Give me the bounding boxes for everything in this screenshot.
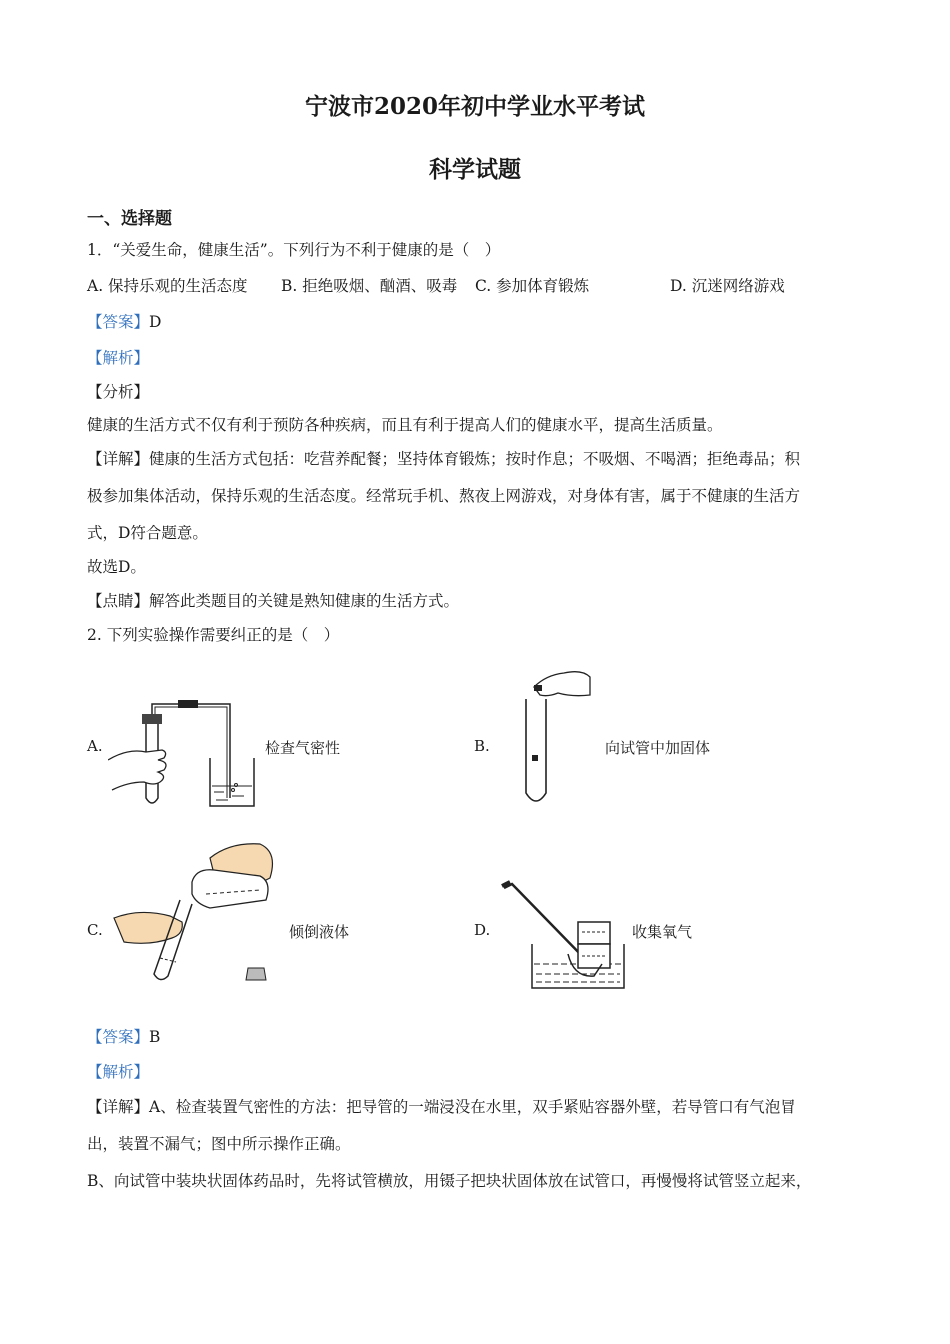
q1-conclusion: 故选D。 [87,558,146,576]
q1-answer: D [149,313,162,331]
detail-tag: 【详解】 [87,1098,150,1116]
test-tube-solid-figure [512,665,602,810]
q1-option-b: B. 拒绝吸烟、酗酒、吸毒 [281,277,458,295]
detail-tag: 【详解】 [87,450,150,468]
q1-option-a: A. 保持乐观的生活态度 [87,277,248,295]
document-title: 宁波市2020年初中学业水平考试 [304,93,645,120]
figure-a-caption: 检查气密性 [265,739,341,757]
q2-jiexi-tag: 【解析】 [87,1063,150,1081]
q1-fenxi-tag: 【分析】 [87,383,150,401]
q1-detail-line-3: 式，D符合题意。 [87,524,208,542]
q2-detail-line-1 [87,1097,796,1117]
q1-option-d: D. 沉迷网络游戏 [670,277,785,295]
q2-detail-line-2: 出，装置不漏气；图中所示操作正确。 [87,1135,351,1153]
dianjing-tag: 【点睛】 [87,592,150,610]
figure-d-letter: D. [474,921,491,939]
q2-stem: 2. 下列实验操作需要纠正的是（ ） [87,626,340,644]
figure-c-caption: 倾倒液体 [289,923,350,941]
q1-detail-line-1 [87,449,800,469]
section-heading: 一、选择题 [87,209,172,229]
q1-answer-line [87,312,161,332]
detail-text: A、检查装置气密性的方法：把导管的一端浸没在水里，双手紧贴容器外壁，若导管口有气泡冒 [149,1098,796,1116]
detail-text: 健康的生活方式包括：吃营养配餐；坚持体育锻炼；按时作息；不吸烟、不喝酒；拒绝毒品；积 [149,450,801,468]
q1-dianjing [87,591,459,611]
q1-option-c: C. 参加体育锻炼 [475,277,590,295]
q2-answer: B [149,1028,161,1046]
airtightness-figure [108,690,258,820]
dianjing-text: 解答此类题目的关键是熟知健康的生活方式。 [149,592,460,610]
figure-c-letter: C. [87,921,103,939]
figure-b-caption: 向试管中加固体 [605,739,711,757]
q1-jiexi-tag: 【解析】 [87,349,150,367]
oxygen-collection-figure [498,880,630,992]
answer-tag: 【答案】 [87,1028,150,1046]
q1-stem: 1．“关爱生命，健康生活”。下列行为不利于健康的是（ ） [87,241,501,259]
answer-tag: 【答案】 [87,313,150,331]
q2-answer-line [87,1027,160,1047]
figure-d-caption: 收集氧气 [632,923,693,941]
q1-fenxi-text: 健康的生活方式不仅有利于预防各种疾病，而且有利于提高人们的健康水平，提高生活质量。 [87,416,723,434]
q1-detail-line-2: 极参加集体活动，保持乐观的生活态度。经常玩手机、熬夜上网游戏，对身体有害，属于不健康的生活方 [87,487,801,505]
q2-detail-line-3: B、向试管中装块状固体药品时，先将试管横放，用镊子把块状固体放在试管口，再慢慢将试管竖立起来， [87,1172,812,1190]
document-subtitle: 科学试题 [429,156,521,183]
figure-a-letter: A. [87,737,103,755]
figure-b-letter: B. [474,737,490,755]
pouring-liquid-figure [110,838,280,993]
